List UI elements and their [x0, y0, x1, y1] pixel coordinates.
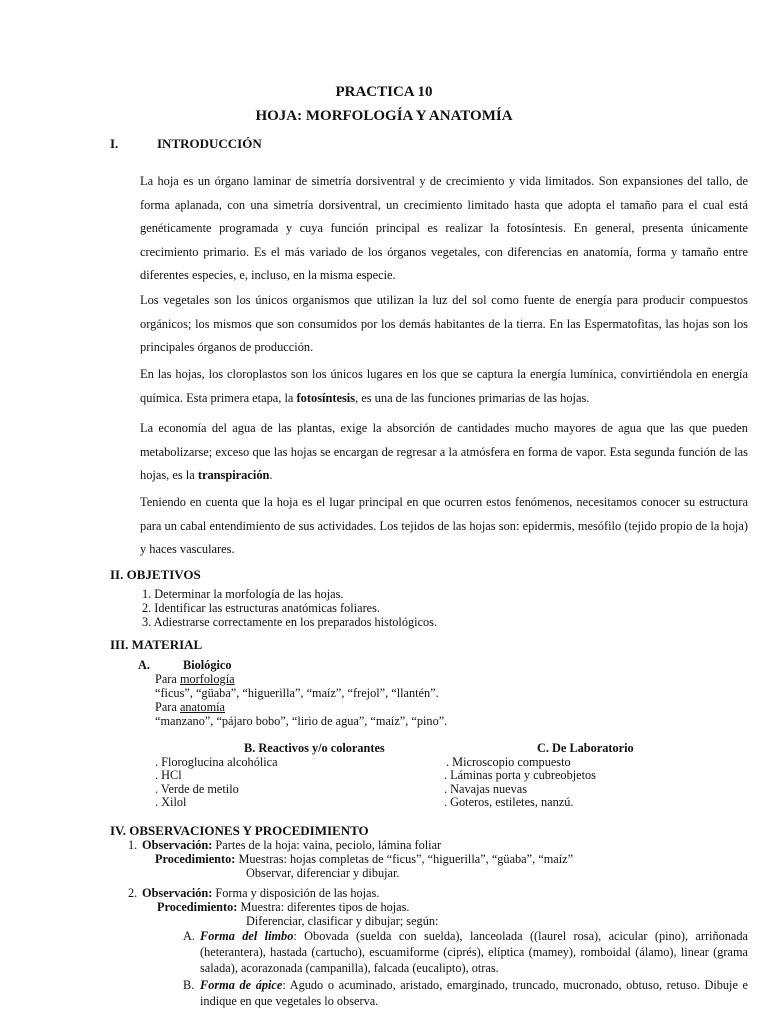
material-a-title: Biológico: [183, 658, 232, 672]
item-a-num: A.: [183, 929, 195, 943]
procedimiento-1: Procedimiento: Muestras: hojas completas de “ficus”, “higuerilla”, “güaba”, “maíz”: [155, 852, 574, 866]
observacion-1: Observación: Partes de la hoja: vaina, peciolo, lámina foliar: [142, 838, 442, 852]
reactivo-item: . HCl: [155, 768, 182, 782]
procedimiento-2: Procedimiento: Muestra: diferentes tipos de hojas.: [157, 900, 410, 914]
term-fotosintesis: fotosíntesis: [296, 390, 356, 405]
material-list-anatomia: “manzano”, “pájaro bobo”, “lirio de agua”, “maíz”, “pino”.: [155, 714, 448, 728]
procedimiento-2-line-2: Diferenciar, clasificar y dibujar; según:: [246, 914, 439, 928]
objetivo-item: 1. Determinar la morfología de las hojas.: [142, 587, 344, 601]
laboratorio-item: . Láminas porta y cubreobjetos: [444, 768, 596, 782]
item-forma-del-limbo: Forma del limbo: Obovada (suelda con suelda), lanceolada ((laurel rosa), acicular (pino), arriñonada (heterantera), hastada (cartucho), escuamiforme (ciprés), elíptica (mamey), romboidal (álamo), linear (grama salada), acorazonada (campanilla), falcada (eucalipto), otras.: [200, 929, 748, 975]
material-para-morfologia: Para morfología: [155, 672, 235, 686]
material-b-title: B. Reactivos y/o colorantes: [244, 741, 385, 755]
intro-paragraph-2: Los vegetales son los únicos organismos que utilizan la luz del sol como fuente de energía para producir compuestos orgánicos; los mismos que son consumidos por los demás habitantes de la tierra. En las Espermatofitas, las hojas son los principales órganos de producción.: [140, 293, 748, 355]
observacion-2: Observación: Forma y disposición de las hojas.: [142, 886, 380, 900]
intro-paragraph-1: La hoja es un órgano laminar de simetría dorsiventral y de crecimiento y vida limitados. Son expansiones del tallo, de forma aplanada, con una simetría dorsiventral, un crecimiento limitado hasta que adopta el tamaño para el cual está genéticamente programada y cuya función principal es realizar la fotosíntesis. En general, presenta únicamente crecimiento primario. Es el más variado de los órganos vegetales, con diferencias en anatomía, forma y tamaño entre diferentes especies, e, incluso, en la misma especie.: [140, 174, 748, 283]
intro-number: I.: [110, 136, 119, 151]
procedimiento-1-line-2: Observar, diferenciar y dibujar.: [246, 866, 400, 880]
intro-paragraph-5: Teniendo en cuenta que la hoja es el lugar principal en que ocurren estos fenómenos, necesitamos conocer su estructura para un cabal entendimiento de sus actividades. Los tejidos de las hojas son: epidermis, mesófilo (tejido propio de la hoja) y haces vasculares.: [140, 495, 748, 557]
material-list-morfologia: “ficus”, “güaba”, “higuerilla”, “maíz”, “frejol”, “llantén”.: [155, 686, 439, 700]
intro-heading: INTRODUCCIÓN: [157, 136, 262, 151]
objetivo-item: 3. Adiestrarse correctamente en los preparados histológicos.: [142, 615, 438, 629]
material-a-label: A.: [138, 658, 150, 672]
laboratorio-item: . Goteros, estiletes, nanzú.: [444, 795, 574, 809]
objetivo-item: 2. Identificar las estructuras anatómicas foliares.: [142, 601, 380, 615]
reactivo-item: . Verde de metilo: [155, 782, 239, 796]
material-c-title: C. De Laboratorio: [537, 741, 634, 755]
practice-number: PRACTICA 10: [335, 84, 433, 100]
intro-paragraph-3: En las hojas, los cloroplastos son los únicos lugares en los que se captura la energía lumínica, convirtiéndola en energía química. Esta primera etapa, la fotosíntesis, es una de las funciones primarias de las hojas.: [140, 367, 748, 405]
material-heading: III. MATERIAL: [110, 637, 203, 652]
item-b-num: B.: [183, 978, 195, 992]
page-title: HOJA: MORFOLOGÍA Y ANATOMÍA: [255, 108, 513, 124]
objetivos-heading: II. OBJETIVOS: [110, 567, 201, 582]
reactivo-item: . Xilol: [155, 795, 187, 809]
term-transpiracion: transpiración: [197, 468, 270, 483]
observaciones-heading: IV. OBSERVACIONES Y PROCEDIMIENTO: [110, 823, 369, 838]
material-para-anatomia: Para anatomía: [155, 700, 226, 714]
observacion-1-num: 1.: [128, 838, 138, 852]
intro-paragraph-4: La economía del agua de las plantas, exige la absorción de cantidades mucho mayores de agua que las que pueden metabolizarse; exceso que las hojas se encargan de regresar a la atmósfera en forma de vapor. Esta segunda función de las hojas, es la transpiración.: [140, 421, 748, 483]
reactivo-item: . Floroglucina alcohólica: [155, 755, 278, 769]
laboratorio-item: . Navajas nuevas: [444, 782, 527, 796]
item-forma-de-apice: Forma de ápice: Agudo o acuminado, aristado, emarginado, truncado, mucronado, obtuso, retuso. Dibuje e indique en que vegetales lo observa.: [200, 978, 748, 1008]
laboratorio-item: . Microscopio compuesto: [446, 755, 571, 769]
observacion-2-num: 2.: [128, 886, 138, 900]
